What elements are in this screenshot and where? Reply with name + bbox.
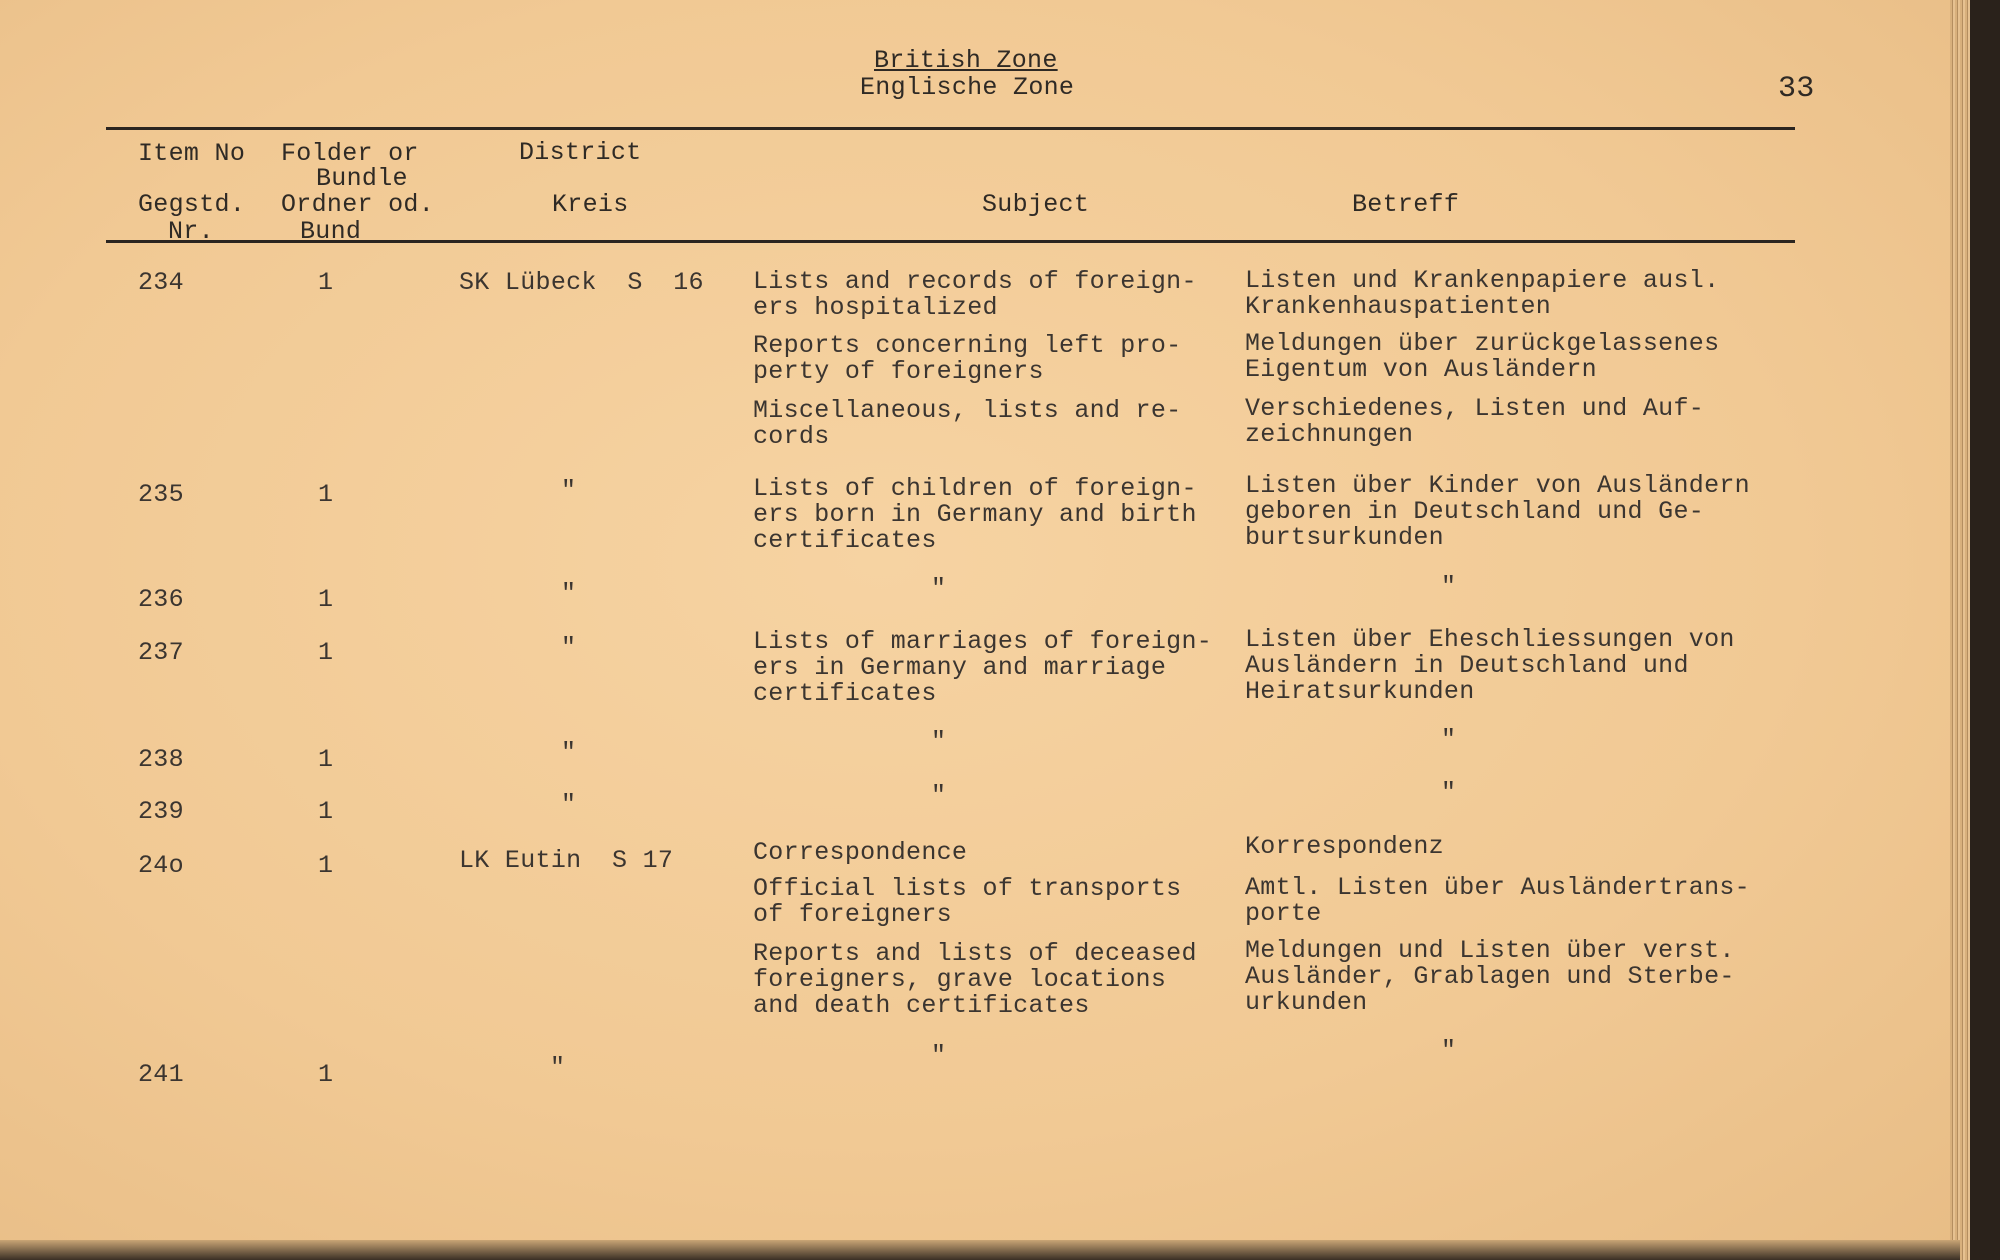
subject-line: cords bbox=[753, 422, 830, 451]
betreff-line: porte bbox=[1245, 899, 1322, 928]
title-english: British Zone bbox=[874, 46, 1058, 75]
betreff-line: " bbox=[1441, 778, 1457, 807]
page-number: 33 bbox=[1778, 72, 1815, 106]
folder-count: 1 bbox=[318, 268, 334, 297]
title-german: Englische Zone bbox=[860, 73, 1075, 102]
betreff-line: Eigentum von Ausländern bbox=[1245, 355, 1597, 384]
col-district-de: Kreis bbox=[552, 190, 629, 219]
betreff-line: " bbox=[1441, 725, 1457, 754]
col-folder-en-bundle: Bundle bbox=[316, 164, 408, 193]
subject-line: Lists of marriages of foreign- bbox=[753, 627, 1213, 656]
col-item-de-nr: Nr. bbox=[168, 217, 214, 246]
district: " bbox=[550, 1053, 566, 1082]
folder-count: 1 bbox=[318, 638, 334, 667]
subject-line: perty of foreigners bbox=[753, 357, 1044, 386]
betreff-line: Listen über Eheschliessungen von bbox=[1245, 625, 1735, 654]
subject-line: " bbox=[931, 727, 947, 756]
betreff-line: zeichnungen bbox=[1245, 420, 1414, 449]
page-edges bbox=[1950, 0, 1970, 1260]
betreff-line: Meldungen und Listen über verst. bbox=[1245, 936, 1735, 965]
subject-line: " bbox=[931, 574, 947, 603]
subject-line: Lists and records of foreign- bbox=[753, 267, 1197, 296]
col-district-en: District bbox=[519, 138, 642, 167]
betreff-line: burtsurkunden bbox=[1245, 523, 1444, 552]
folder-count: 1 bbox=[318, 745, 334, 774]
col-betreff: Betreff bbox=[1352, 190, 1460, 219]
subject-line: " bbox=[931, 781, 947, 810]
district: " bbox=[561, 738, 577, 767]
betreff-line: Ausländer, Grablagen und Sterbe- bbox=[1245, 962, 1735, 991]
folder-count: 1 bbox=[318, 851, 334, 880]
district: LK Eutin S 17 bbox=[459, 846, 674, 875]
col-item-en: Item No bbox=[138, 139, 246, 168]
subject-line: of foreigners bbox=[753, 900, 952, 929]
col-item-de: Gegstd. bbox=[138, 190, 246, 219]
betreff-line: geboren in Deutschland und Ge- bbox=[1245, 497, 1705, 526]
subject-line: Official lists of transports bbox=[753, 874, 1182, 903]
subject-line: and death certificates bbox=[753, 991, 1090, 1020]
district: " bbox=[561, 790, 577, 819]
subject-line: Reports concerning left pro- bbox=[753, 331, 1182, 360]
col-folder-de: Ordner od. bbox=[281, 190, 435, 219]
betreff-line: Ausländern in Deutschland und bbox=[1245, 651, 1689, 680]
district: " bbox=[561, 633, 577, 662]
item-number: 236 bbox=[138, 585, 184, 614]
betreff-line: Listen über Kinder von Ausländern bbox=[1245, 471, 1750, 500]
betreff-line: Krankenhauspatienten bbox=[1245, 292, 1552, 321]
folder-count: 1 bbox=[318, 585, 334, 614]
item-number: 239 bbox=[138, 797, 184, 826]
district: " bbox=[561, 476, 577, 505]
item-number: 238 bbox=[138, 745, 184, 774]
item-number: 237 bbox=[138, 638, 184, 667]
col-folder-en: Folder or bbox=[281, 139, 419, 168]
item-number: 234 bbox=[138, 268, 184, 297]
betreff-line: urkunden bbox=[1245, 988, 1368, 1017]
betreff-line: " bbox=[1441, 572, 1457, 601]
district: " bbox=[561, 579, 577, 608]
subject-line: Miscellaneous, lists and re- bbox=[753, 396, 1182, 425]
subject-line: ers born in Germany and birth bbox=[753, 500, 1197, 529]
subject-line: certificates bbox=[753, 679, 937, 708]
item-number: 235 bbox=[138, 480, 184, 509]
betreff-line: Heiratsurkunden bbox=[1245, 677, 1475, 706]
betreff-line: " bbox=[1441, 1036, 1457, 1065]
folder-count: 1 bbox=[318, 480, 334, 509]
district: SK Lübeck S 16 bbox=[459, 268, 704, 297]
item-number: 241 bbox=[138, 1060, 184, 1089]
subject-line: certificates bbox=[753, 526, 937, 555]
top-rule bbox=[106, 127, 1795, 130]
betreff-line: Meldungen über zurückgelassenes bbox=[1245, 329, 1720, 358]
subject-line: ers in Germany and marriage bbox=[753, 653, 1167, 682]
subject-line: foreigners, grave locations bbox=[753, 965, 1167, 994]
folder-count: 1 bbox=[318, 1060, 334, 1089]
betreff-line: Amtl. Listen über Ausländertrans- bbox=[1245, 873, 1750, 902]
betreff-line: Korrespondenz bbox=[1245, 832, 1444, 861]
subject-line: " bbox=[931, 1041, 947, 1070]
folder-count: 1 bbox=[318, 797, 334, 826]
subject-line: Lists of children of foreign- bbox=[753, 474, 1197, 503]
subject-line: ers hospitalized bbox=[753, 293, 998, 322]
subject-line: Correspondence bbox=[753, 838, 968, 867]
subject-line: Reports and lists of deceased bbox=[753, 939, 1197, 968]
item-number: 24o bbox=[138, 851, 184, 880]
book-background bbox=[1970, 0, 2000, 1260]
page-bottom-edge bbox=[0, 1240, 1960, 1260]
betreff-line: Verschiedenes, Listen und Auf- bbox=[1245, 394, 1705, 423]
betreff-line: Listen und Krankenpapiere ausl. bbox=[1245, 266, 1720, 295]
col-subject: Subject bbox=[982, 190, 1090, 219]
col-folder-de-bund: Bund bbox=[300, 217, 362, 246]
